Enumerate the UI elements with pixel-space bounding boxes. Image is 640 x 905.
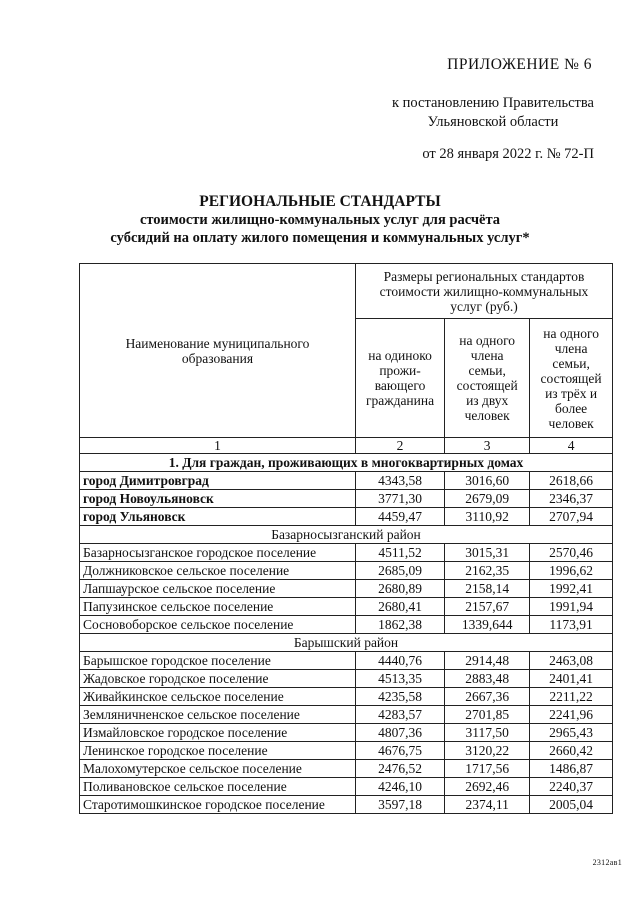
standard-value-3: 1486,87 — [530, 760, 613, 778]
table-row — [80, 598, 613, 616]
standards-table — [79, 263, 613, 814]
document-subtitle-2: субсидий на оплату жилого помещения и коммунальных услуг* — [110, 230, 530, 246]
standard-value-1: 4676,75 — [355, 742, 444, 760]
document-title: РЕГИОНАЛЬНЫЕ СТАНДАРТЫ — [199, 193, 441, 210]
standard-value-2: 2157,67 — [445, 598, 530, 616]
table-row — [80, 688, 613, 706]
standard-value-1: 3771,30 — [355, 490, 444, 508]
col3-header: на одного члена семьи, состоящей из двух человек — [445, 319, 530, 438]
standard-value-2: 2374,11 — [445, 796, 530, 814]
standard-value-2: 2162,35 — [445, 562, 530, 580]
table-row — [80, 670, 613, 688]
table-row — [80, 508, 613, 526]
table-row — [80, 580, 613, 598]
standard-value-2: 2158,14 — [445, 580, 530, 598]
municipality-name: Ленинское городское поселение — [80, 742, 356, 760]
district-heading: Барышский район — [80, 634, 613, 652]
municipality-name: Базарносызганское городское поселение — [80, 544, 356, 562]
section-heading: 1. Для граждан, проживающих в многоквартирных домах — [80, 454, 613, 472]
standard-value-2: 2679,09 — [445, 490, 530, 508]
table-row — [80, 742, 613, 760]
municipality-name: Поливановское сельское поселение — [80, 778, 356, 796]
standard-value-1: 4513,35 — [355, 670, 444, 688]
standard-value-2: 1339,644 — [445, 616, 530, 634]
standard-value-3: 2005,04 — [530, 796, 613, 814]
municipality-name: город Новоульяновск — [80, 490, 356, 508]
standard-value-3: 2241,96 — [530, 706, 613, 724]
col-number-3: 3 — [445, 438, 530, 454]
standard-value-2: 2692,46 — [445, 778, 530, 796]
table-row — [80, 724, 613, 742]
table-row — [80, 760, 613, 778]
municipality-name: Лапшаурское сельское поселение — [80, 580, 356, 598]
municipality-name: Малохомутерское сельское поселение — [80, 760, 356, 778]
table-row — [80, 796, 613, 814]
standard-value-1: 3597,18 — [355, 796, 444, 814]
standard-value-1: 2680,89 — [355, 580, 444, 598]
standard-value-1: 4440,76 — [355, 652, 444, 670]
table-row — [80, 562, 613, 580]
col2-header: на одиноко прожи-вающего гражданина — [355, 319, 444, 438]
standard-value-3: 1991,94 — [530, 598, 613, 616]
standard-value-2: 3015,31 — [445, 544, 530, 562]
table-row — [80, 616, 613, 634]
standard-value-3: 2401,41 — [530, 670, 613, 688]
standard-value-1: 2685,09 — [355, 562, 444, 580]
decree-line-1: к постановлению Правительства — [392, 95, 594, 111]
table-row — [80, 490, 613, 508]
standard-value-3: 2618,66 — [530, 472, 613, 490]
col-number-1: 1 — [80, 438, 356, 454]
table-row — [80, 706, 613, 724]
col1-header: Наименование муниципального образования — [80, 264, 356, 438]
standard-value-3: 2346,37 — [530, 490, 613, 508]
table-row — [80, 472, 613, 490]
municipality-name: Земляничненское сельское поселение — [80, 706, 356, 724]
appendix-label: ПРИЛОЖЕНИЕ № 6 — [447, 56, 592, 73]
col4-header: на одного члена семьи, состоящей из трёх и более человек — [530, 319, 613, 438]
standard-value-2: 2701,85 — [445, 706, 530, 724]
standard-value-2: 2883,48 — [445, 670, 530, 688]
standard-value-1: 4343,58 — [355, 472, 444, 490]
standard-value-3: 2211,22 — [530, 688, 613, 706]
standard-value-1: 4246,10 — [355, 778, 444, 796]
col-number-2: 2 — [355, 438, 444, 454]
standard-value-2: 2914,48 — [445, 652, 530, 670]
standard-value-2: 3016,60 — [445, 472, 530, 490]
district-heading: Базарносызганский район — [80, 526, 613, 544]
standard-value-2: 2667,36 — [445, 688, 530, 706]
standard-value-3: 2707,94 — [530, 508, 613, 526]
standard-value-1: 2680,41 — [355, 598, 444, 616]
decree-line-2: Ульяновской области — [427, 114, 559, 130]
municipality-name: город Ульяновск — [80, 508, 356, 526]
decree-date: от 28 января 2022 г. № 72-П — [422, 146, 594, 162]
document-subtitle-1: стоимости жилищно-коммунальных услуг для расчёта — [139, 212, 501, 228]
standard-value-2: 3117,50 — [445, 724, 530, 742]
municipality-name: Старотимошкинское городское поселение — [80, 796, 356, 814]
standard-value-3: 1173,91 — [530, 616, 613, 634]
standard-value-3: 2660,42 — [530, 742, 613, 760]
standard-value-3: 1996,62 — [530, 562, 613, 580]
municipality-name: Папузинское сельское поселение — [80, 598, 356, 616]
standard-value-2: 3120,22 — [445, 742, 530, 760]
standard-value-3: 2240,37 — [530, 778, 613, 796]
standard-value-2: 3110,92 — [445, 508, 530, 526]
standard-value-3: 2463,08 — [530, 652, 613, 670]
standard-value-3: 2570,46 — [530, 544, 613, 562]
standard-value-1: 4807,36 — [355, 724, 444, 742]
standard-value-1: 4459,47 — [355, 508, 444, 526]
table-row — [80, 778, 613, 796]
municipality-name: Измайловское городское поселение — [80, 724, 356, 742]
municipality-name: Должниковское сельское поселение — [80, 562, 356, 580]
municipality-name: Жадовское городское поселение — [80, 670, 356, 688]
standard-value-3: 1992,41 — [530, 580, 613, 598]
standard-value-1: 4235,58 — [355, 688, 444, 706]
table-row — [80, 544, 613, 562]
standard-value-1: 2476,52 — [355, 760, 444, 778]
standard-value-1: 1862,38 — [355, 616, 444, 634]
col-number-4: 4 — [530, 438, 613, 454]
standard-value-3: 2965,43 — [530, 724, 613, 742]
decree-reference — [392, 94, 594, 132]
table-row — [80, 652, 613, 670]
group-header: Размеры региональных стандартов стоимости жилищно-коммунальных услуг (руб.) — [355, 264, 612, 319]
municipality-name: Живайкинское сельское поселение — [80, 688, 356, 706]
standard-value-1: 4511,52 — [355, 544, 444, 562]
municipality-name: Барышское городское поселение — [80, 652, 356, 670]
standard-value-1: 4283,57 — [355, 706, 444, 724]
page-stamp: 2312ав1 — [592, 858, 622, 867]
standard-value-2: 1717,56 — [445, 760, 530, 778]
municipality-name: Сосновоборское сельское поселение — [80, 616, 356, 634]
municipality-name: город Димитровград — [80, 472, 356, 490]
